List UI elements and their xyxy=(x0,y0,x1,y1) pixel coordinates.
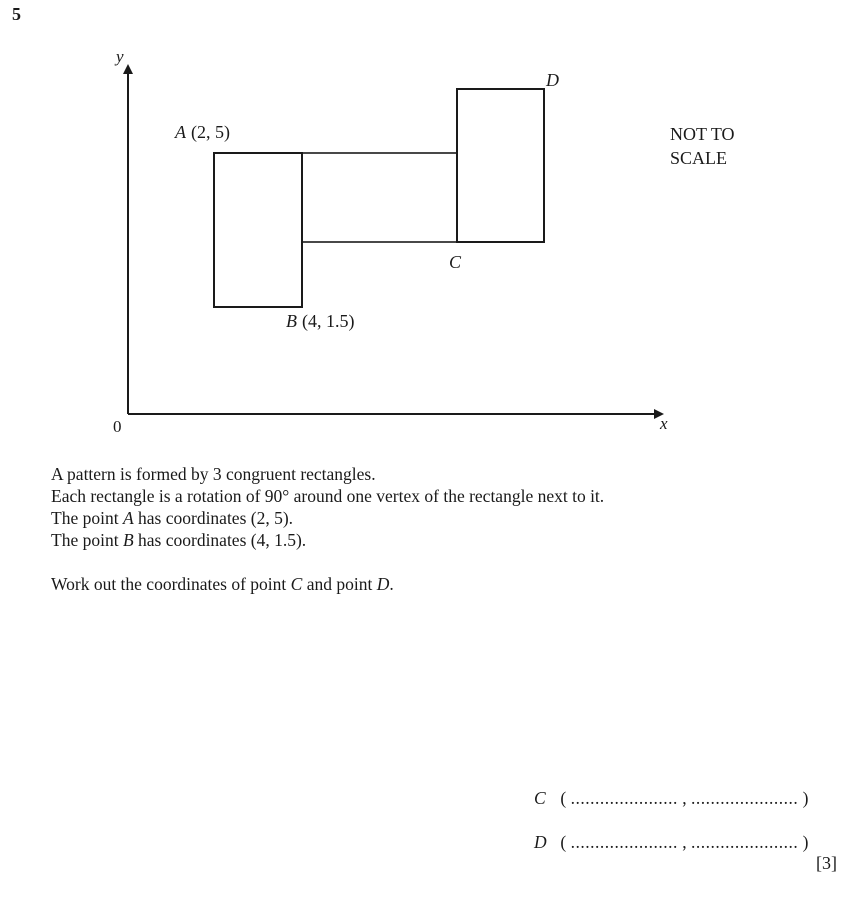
answer-d-close: ) xyxy=(802,832,809,852)
answer-d-label: D xyxy=(534,832,547,852)
text-line-3-post: has coordinates (2, 5). xyxy=(133,508,294,528)
answer-d-comma: , xyxy=(682,832,687,852)
var-b: B xyxy=(122,530,134,550)
answer-d-y-blank[interactable]: ...................... xyxy=(690,832,799,852)
answer-line-c xyxy=(534,788,808,809)
text-line-4 xyxy=(51,529,604,551)
var-a: A xyxy=(122,508,134,528)
rectangle-right xyxy=(457,89,544,242)
instruction-pre: Work out the coordinates of point xyxy=(51,574,291,594)
text-line-1: A pattern is formed by 3 congruent rectangles. xyxy=(51,464,376,484)
question-text xyxy=(51,463,604,595)
answer-c-open: ( xyxy=(560,788,567,808)
answer-d-open: ( xyxy=(560,832,567,852)
answer-c-label: C xyxy=(534,788,546,808)
question-number: 5 xyxy=(12,4,21,24)
rectangle-left xyxy=(214,153,302,307)
instruction xyxy=(51,573,604,595)
point-a-label xyxy=(174,122,230,143)
point-b-coords: (4, 1.5) xyxy=(302,311,355,331)
point-c-label: C xyxy=(449,252,462,272)
answer-c-close: ) xyxy=(802,788,809,808)
answer-d-x-blank[interactable]: ...................... xyxy=(570,832,678,852)
var-d: D xyxy=(376,574,390,594)
answer-c-comma: , xyxy=(682,788,687,808)
text-line-3 xyxy=(51,507,604,529)
text-line-3-pre: The point xyxy=(51,508,123,528)
point-b-letter: B xyxy=(286,311,297,331)
point-d-label: D xyxy=(546,70,559,90)
var-c: C xyxy=(290,574,303,594)
note-line-2: SCALE xyxy=(670,148,728,168)
answer-c-x-blank[interactable]: ...................... xyxy=(570,788,678,808)
x-axis-label: x xyxy=(660,414,668,433)
y-axis-label: y xyxy=(116,47,124,66)
answer-line-d xyxy=(534,832,808,853)
answer-c-y-blank[interactable]: ...................... xyxy=(690,788,799,808)
point-a-letter: A xyxy=(175,122,186,142)
text-line-4-pre: The point xyxy=(51,530,123,550)
text-line-2: Each rectangle is a rotation of 90° around one vertex of the rectangle next to it. xyxy=(51,486,605,506)
origin-label: 0 xyxy=(113,417,122,436)
instruction-mid: and point xyxy=(302,574,377,594)
note-line-1: NOT TO xyxy=(670,124,735,144)
text-line-4-post: has coordinates (4, 1.5). xyxy=(133,530,307,550)
instruction-post: . xyxy=(389,574,394,594)
point-a-coords: (2, 5) xyxy=(191,122,230,142)
point-b-label xyxy=(286,311,355,332)
rectangle-middle xyxy=(302,153,457,242)
marks-available: [3] xyxy=(816,853,837,873)
not-to-scale-note xyxy=(670,122,735,170)
